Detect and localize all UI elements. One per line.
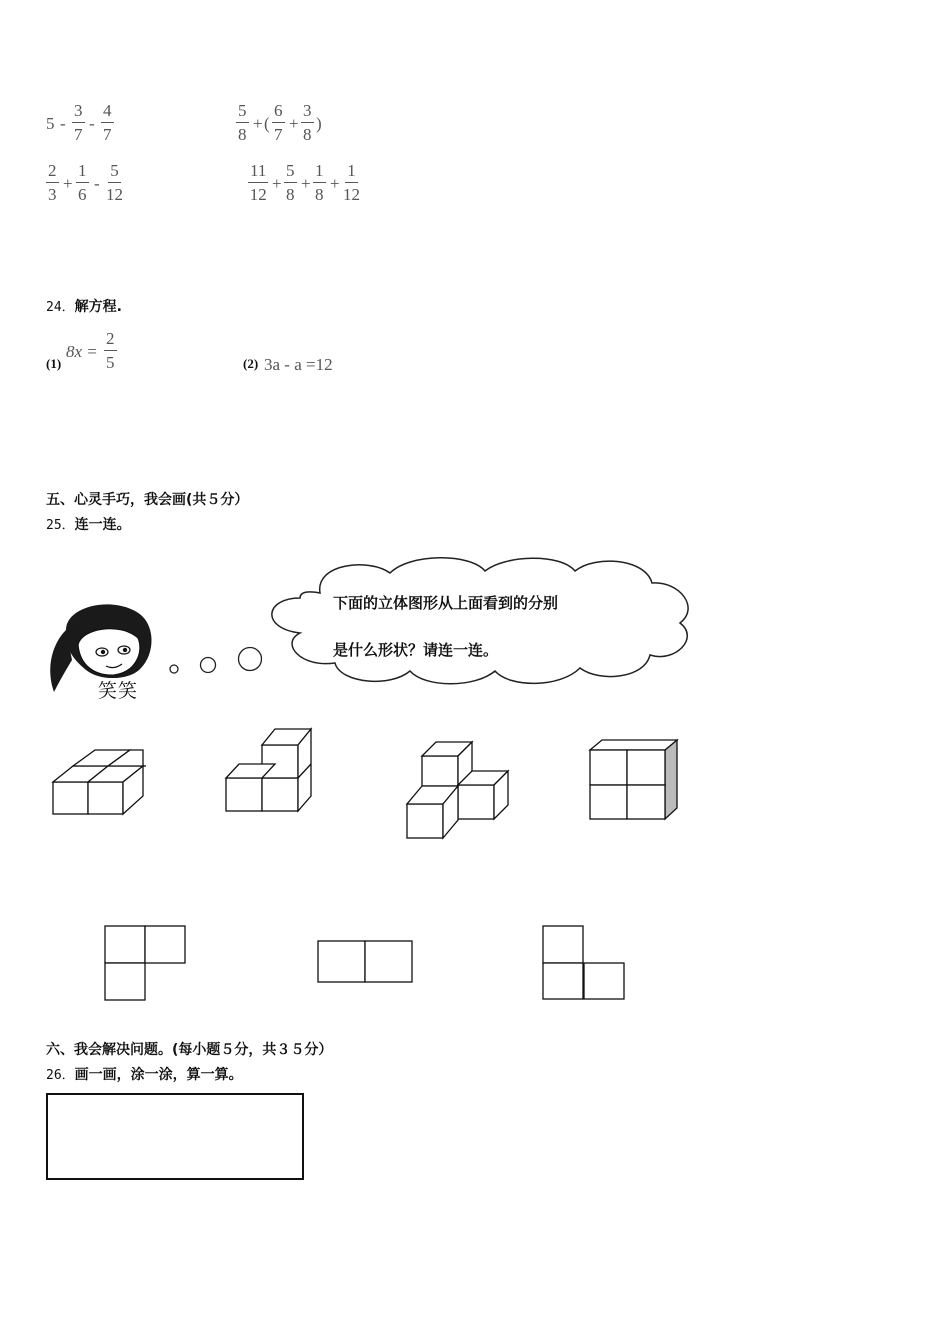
part-label: (1): [46, 356, 62, 371]
question-26-heading: 26．画一画，涂一涂，算一算。: [46, 1067, 243, 1083]
fraction: $\frac{3}{8}$: [303, 101, 312, 144]
top-view-shape-3: [541, 924, 629, 1004]
equation-lhs: 8x =: [66, 342, 98, 361]
character-name: 笑笑: [98, 680, 139, 702]
operator: -: [94, 174, 100, 193]
fraction: $\frac{2}{3}$: [48, 161, 57, 204]
operator: +: [63, 174, 73, 193]
cloud-text-line-1: 下面的立体图形从上面看到的分别: [333, 594, 559, 612]
operator: +: [289, 114, 299, 133]
fraction: $\frac{3}{7}$: [74, 101, 83, 144]
solid-shape-4: [587, 738, 683, 824]
fraction: $\frac{11}{12}$: [249, 161, 267, 204]
solid-shape-2: [223, 726, 323, 816]
fraction: $\frac{1}{12}$: [343, 161, 360, 204]
fraction: $\frac{6}{7}$: [274, 101, 283, 144]
question-24-heading: 24．解方程.: [46, 299, 122, 315]
cloud-text-line-2: 是什么形状？请连一连。: [333, 641, 499, 659]
part-label: (2): [243, 356, 259, 371]
operator: +: [253, 114, 263, 133]
equation: 3a - a =12: [264, 355, 333, 374]
thought-bubbles: [165, 642, 265, 682]
section-5-title: 五、心灵手巧，我会画(共５分）: [46, 492, 249, 508]
section-6-title: 六、我会解决问题。(每小题５分，共３５分）: [46, 1042, 333, 1058]
fraction: $\frac{4}{7}$: [103, 101, 112, 144]
fraction: $\frac{5}{8}$: [238, 101, 247, 144]
operator: +: [301, 174, 311, 193]
question-25-heading: 25．连一连。: [46, 517, 131, 533]
right-paren: ): [316, 114, 322, 133]
solid-shape-3: [404, 738, 514, 842]
fraction: $\frac{5}{12}$: [106, 161, 123, 204]
thought-cloud: [260, 553, 696, 693]
fraction: $\frac{1}{8}$: [315, 161, 324, 204]
operator: +: [272, 174, 282, 193]
fraction: $\frac{2}{5}$: [106, 329, 115, 372]
operator: +: [330, 174, 340, 193]
operator: -: [60, 114, 66, 133]
operator: -: [89, 114, 95, 133]
drawing-rectangle: [46, 1093, 304, 1180]
fraction: $\frac{1}{6}$: [78, 161, 87, 204]
top-view-shape-2: [316, 939, 416, 985]
top-view-shape-1: [103, 924, 189, 1004]
left-paren: (: [264, 114, 270, 133]
solid-shape-1: [50, 748, 150, 818]
fraction: $\frac{5}{8}$: [286, 161, 295, 204]
whole-number: 5: [46, 114, 55, 133]
